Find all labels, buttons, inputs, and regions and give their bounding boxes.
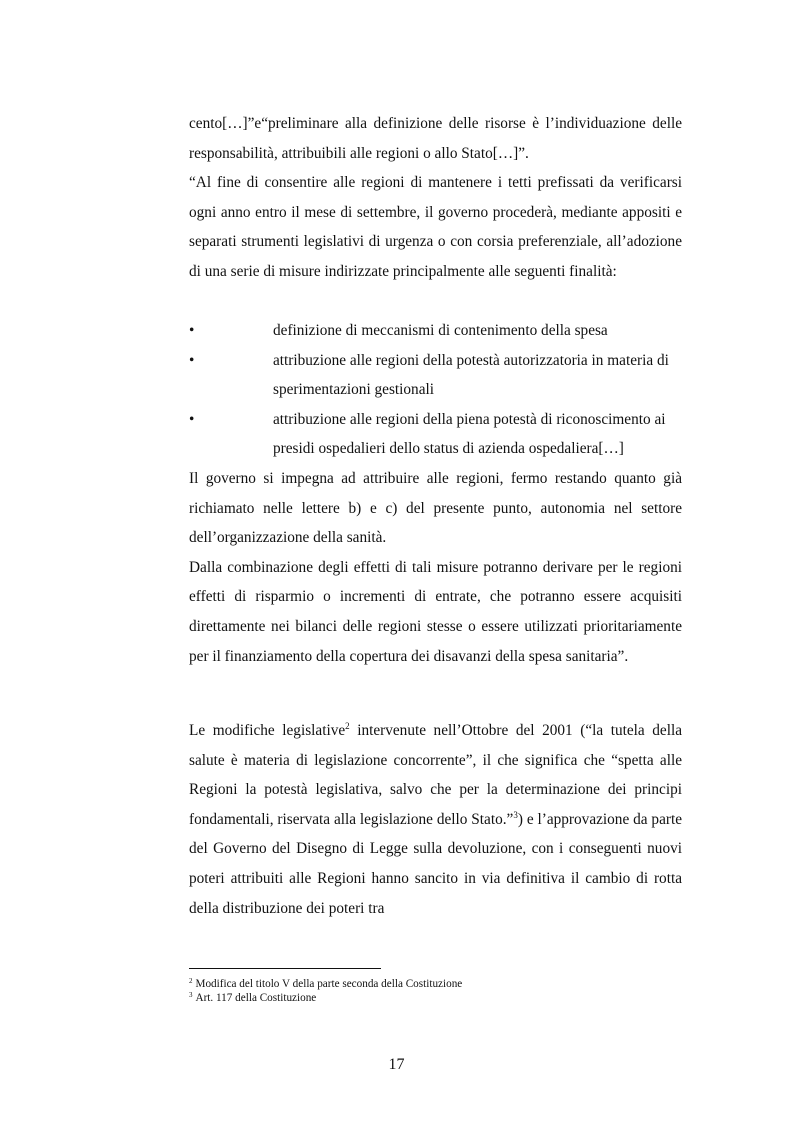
- footnote-divider: [189, 968, 381, 969]
- paragraph: Dalla combinazione degli effetti di tali misure potranno derivare per le regioni effetti di risparmio o incrementi di entrate, che potranno essere acquisiti direttamente nei bilanci delle regioni stesse o essere utilizzati prioritariamente per il finanziamento della copertura dei disavanzi della spesa sanitaria”.: [189, 558, 682, 665]
- paragraph-text: Le modifiche legislative: [189, 722, 346, 739]
- list-item-text: attribuzione alle regioni della piena potestà di riconoscimento ai presidi ospedalieri dello status di azienda ospedaliera[…]: [273, 410, 666, 458]
- footnote-number: 2: [189, 977, 193, 985]
- paragraph-text: intervenute nell’Ottobre del 2001 (“la tutela della salute è materia di legislazione concorrente”, il che significa che “spetta alle Regioni la potestà legislativa, salvo che per la determinazione dei principi fondamentali, riservata alla legislazione dello Stato.”: [189, 722, 683, 828]
- text-block-intro: [189, 109, 682, 287]
- bullet-icon: •: [189, 351, 195, 369]
- paragraph: Il governo si impegna ad attribuire alle regioni, fermo restando quanto già richiamato nelle lettere b) e c) del presente punto, autonomia nel settore dell’organizzazione della sanità.: [189, 470, 682, 547]
- footnote: [189, 992, 682, 1006]
- list-item-text: definizione di meccanismi di contenimento della spesa: [273, 322, 608, 339]
- list-item: [189, 316, 682, 346]
- page-number: 17: [388, 1056, 405, 1073]
- paragraph: “Al fine di consentire alle regioni di mantenere i tetti prefissati da verificarsi ogni anno entro il mese di settembre, il governo procederà, mediante appositi e separati strumenti legislativi di urgenza o con corsia preferenziale, all’adozione di una serie di misure indirizzate principalmente alle seguenti finalità:: [189, 174, 682, 280]
- text-block-governo: [189, 464, 682, 671]
- footnotes: [189, 978, 682, 1005]
- footnote-text: Modifica del titolo V della parte seconda della Costituzione: [195, 978, 463, 990]
- bullet-list: [189, 316, 682, 464]
- list-item: [189, 346, 682, 405]
- footnote-ref: 2: [345, 721, 350, 731]
- footnote-text: Art. 117 della Costituzione: [195, 991, 317, 1004]
- text-block-modifiche: [189, 716, 682, 923]
- list-item-text: attribuzione alle regioni della potestà autorizzatoria in materia di sperimentazioni gestionali: [273, 351, 669, 399]
- footnote-ref: 3: [513, 809, 518, 820]
- bullet-icon: •: [189, 322, 195, 339]
- paragraph: cento[…]”e“preliminare alla definizione delle risorse è l’individuazione delle responsabilità, attribuibili alle regioni o allo Stato[…]”.: [189, 115, 682, 162]
- footnote-number: 3: [189, 990, 193, 999]
- paragraph: [189, 716, 682, 923]
- bullet-icon: •: [189, 410, 195, 428]
- list-item: [189, 405, 682, 464]
- footnote: [189, 978, 682, 992]
- paragraph-text: ) e l’approvazione da parte del Governo del Disegno di Legge sulla devoluzione, con i conseguenti nuovi poteri attribuiti alle Regioni hanno sancito in via definitiva il cambio di rotta della distribuzione dei poteri tra: [189, 810, 682, 917]
